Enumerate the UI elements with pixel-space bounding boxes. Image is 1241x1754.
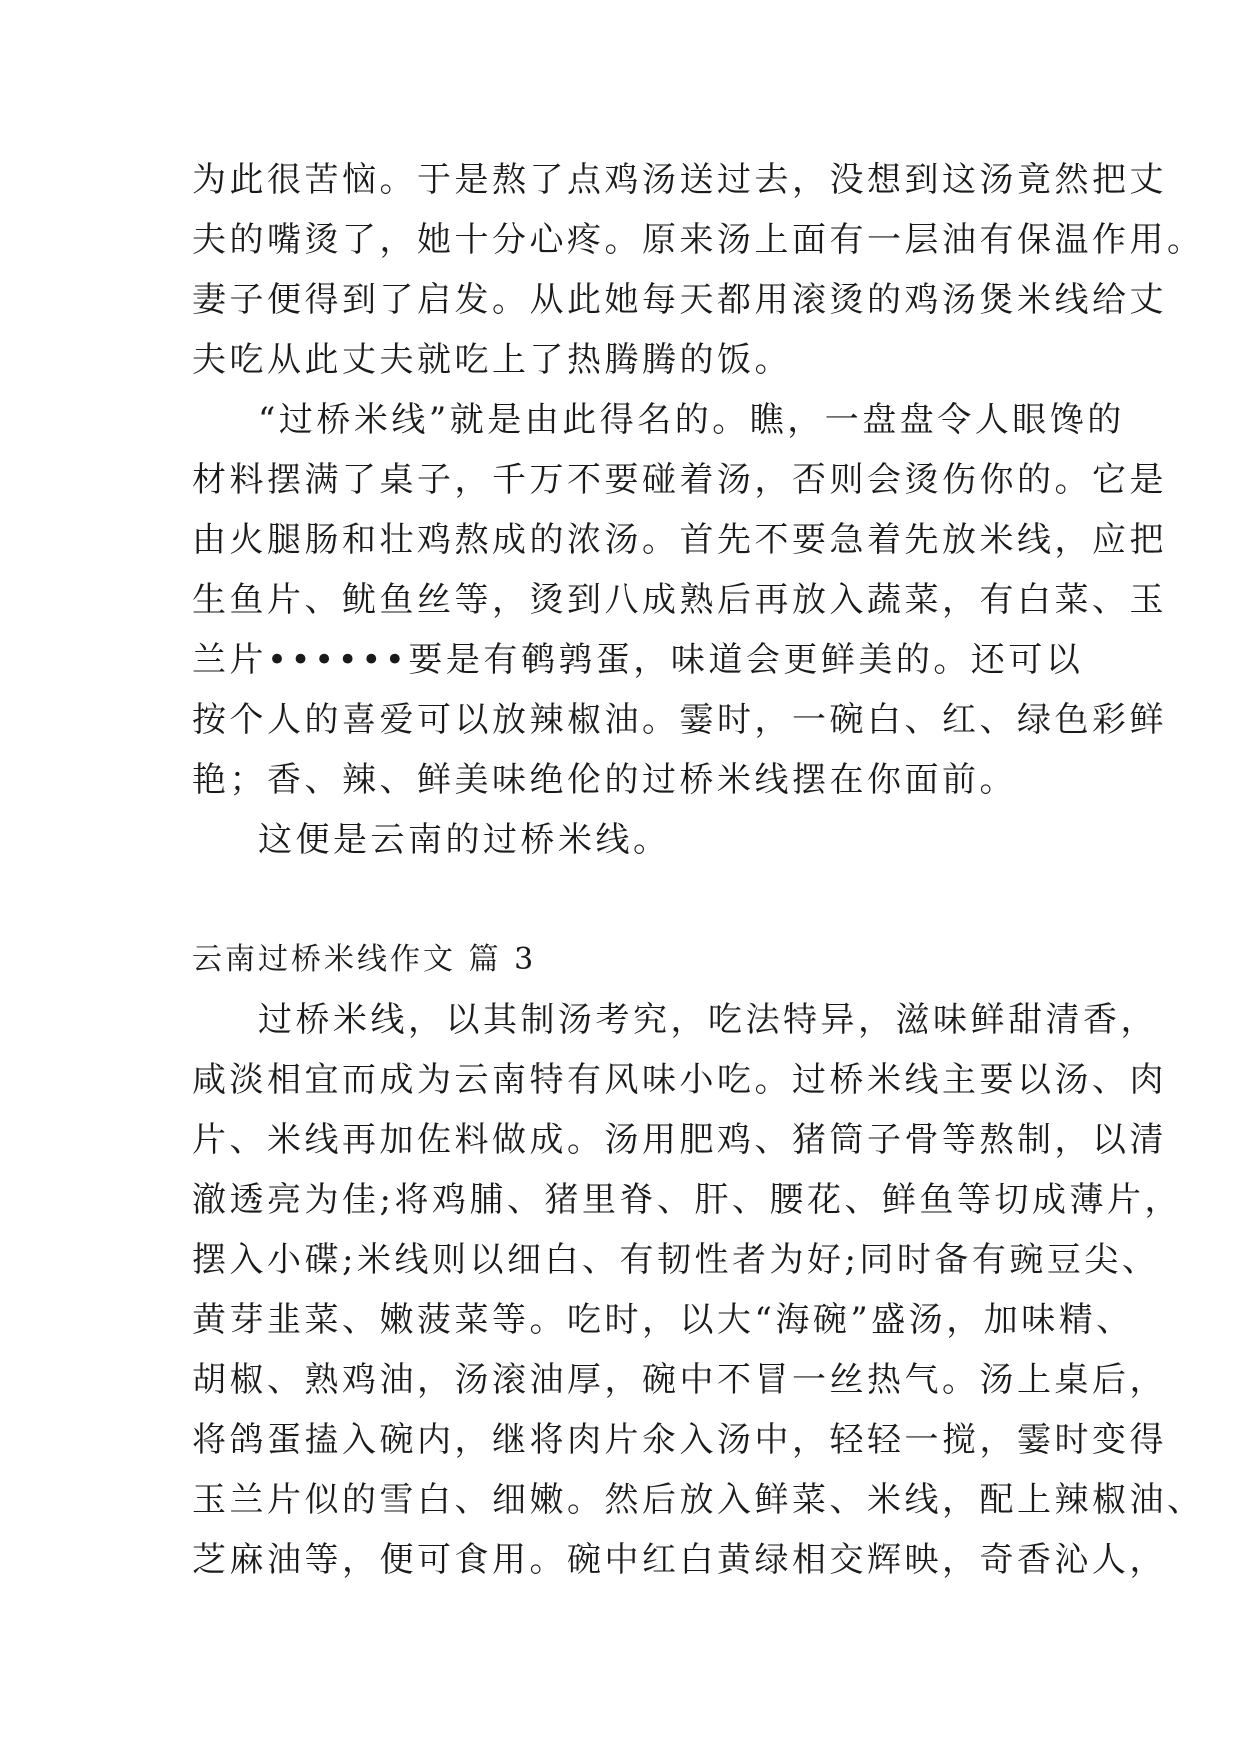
document-page <box>192 150 1205 1590</box>
paragraph-4 <box>192 990 1205 1590</box>
paragraph-line: 艳；香、辣、鲜美味绝伦的过桥米线摆在你面前。 <box>192 760 1017 800</box>
paragraph-2 <box>192 390 1167 810</box>
paragraph-line: 夫的嘴烫了，她十分心疼。原来汤上面有一层油有保温作用。 <box>192 220 1205 260</box>
paragraph-line: 为此很苦恼。于是熬了点鸡汤送过去，没想到这汤竟然把丈 <box>192 160 1167 200</box>
paragraph-line: “过桥米线”就是由此得名的。瞧，一盘盘令人眼馋的 <box>258 400 1125 440</box>
paragraph-line: 兰片••••••要是有鹌鹑蛋，味道会更鲜美的。还可以 <box>192 640 1084 680</box>
paragraph-line: 澈透亮为佳;将鸡脯、猪里脊、肝、腰花、鲜鱼等切成薄片， <box>192 1180 1182 1220</box>
paragraph-line: 咸淡相宜而成为云南特有风味小吃。过桥米线主要以汤、肉 <box>192 1060 1167 1100</box>
paragraph-line: 片、米线再加佐料做成。汤用肥鸡、猪筒子骨等熬制，以清 <box>192 1120 1167 1160</box>
paragraph-line: 将鸽蛋搕入碗内，继将肉片氽入汤中，轻轻一搅，霎时变得 <box>192 1420 1167 1460</box>
paragraph-line: 玉兰片似的雪白、细嫩。然后放入鲜菜、米线，配上辣椒油、 <box>192 1480 1205 1520</box>
paragraph-line: 材料摆满了桌子，千万不要碰着汤，否则会烫伤你的。它是 <box>192 460 1167 500</box>
paragraph-line: 妻子便得到了启发。从此她每天都用滚烫的鸡汤煲米线给丈 <box>192 280 1167 320</box>
paragraph-3 <box>192 810 1052 870</box>
paragraph-1 <box>192 150 1205 390</box>
paragraph-line: 芝麻油等，便可食用。碗中红白黄绿相交辉映，奇香沁人， <box>192 1540 1167 1580</box>
paragraph-line: 由火腿肠和壮鸡熬成的浓汤。首先不要急着先放米线，应把 <box>192 520 1167 560</box>
paragraph-line: 生鱼片、鱿鱼丝等，烫到八成熟后再放入蔬菜，有白菜、玉 <box>192 580 1167 620</box>
section-heading: 云南过桥米线作文 篇 3 <box>192 942 537 977</box>
paragraph-line: 黄芽韭菜、嫩菠菜等。吃时，以大“海碗”盛汤，加味精、 <box>192 1300 1134 1340</box>
section-spacer <box>192 870 1052 930</box>
paragraph-line: 按个人的喜爱可以放辣椒油。霎时，一碗白、红、绿色彩鲜 <box>192 700 1167 740</box>
paragraph-line: 这便是云南的过桥米线。 <box>258 820 671 860</box>
paragraph-line: 过桥米线，以其制汤考究，吃法特异，滋味鲜甜清香， <box>258 1000 1158 1040</box>
paragraph-line: 胡椒、熟鸡油，汤滚油厚，碗中不冒一丝热气。汤上桌后， <box>192 1360 1167 1400</box>
paragraph-line: 摆入小碟;米线则以细白、有韧性者为好;同时备有豌豆尖、 <box>192 1240 1160 1280</box>
paragraph-line: 夫吃从此丈夫就吃上了热腾腾的饭。 <box>192 340 792 380</box>
